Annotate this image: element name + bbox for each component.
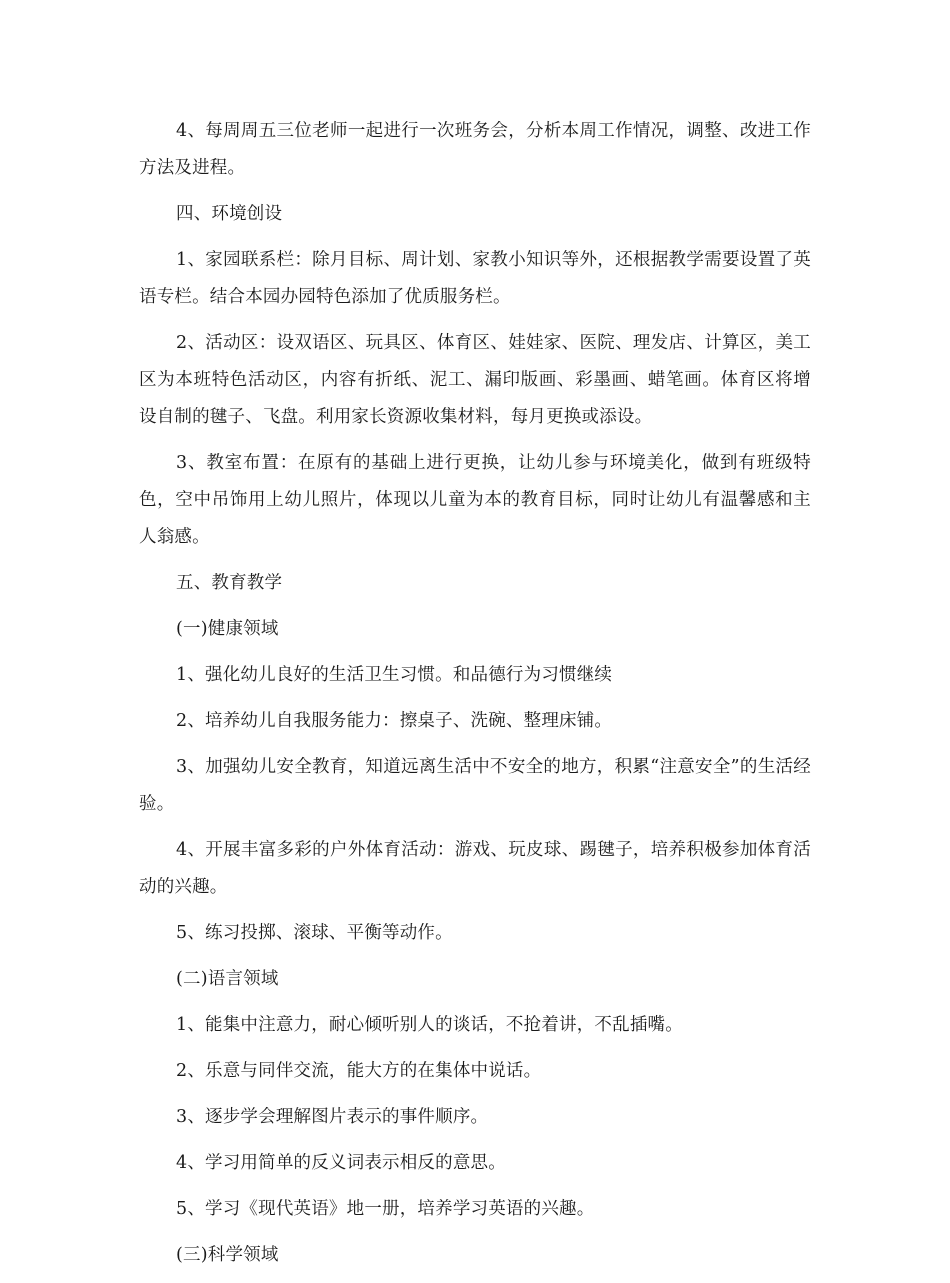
section-heading: 四、环境创设 xyxy=(176,204,283,224)
list-item: 5、学习《现代英语》地一册，培养学习英语的兴趣。 xyxy=(176,1199,595,1219)
list-item: 3、加强幼儿安全教育，知道远离生活中不安全的地方，积累“注意安全”的生活经验。 xyxy=(139,757,811,814)
paragraph: 1、家园联系栏：除月目标、周计划、家教小知识等外，还根据教学需要设置了英语专栏。结合本园办园特色添加了优质服务栏。 xyxy=(139,250,811,307)
list-item: 1、能集中注意力，耐心倾听别人的谈话，不抢着讲，不乱插嘴。 xyxy=(176,1015,683,1035)
document-body xyxy=(139,113,811,1283)
list-item: 4、开展丰富多彩的户外体育活动：游戏、玩皮球、踢毽子，培养积极参加体育活动的兴趣。 xyxy=(139,840,811,897)
paragraph: 3、教室布置：在原有的基础上进行更换，让幼儿参与环境美化，做到有班级特色，空中吊饰用上幼儿照片，体现以儿童为本的教育目标，同时让幼儿有温馨感和主人翁感。 xyxy=(139,453,811,547)
section-heading: 五、教育教学 xyxy=(176,573,283,593)
list-item: 2、培养幼儿自我服务能力：擦桌子、洗碗、整理床铺。 xyxy=(176,711,613,731)
list-item: 1、强化幼儿良好的生活卫生习惯。和品德行为习惯继续 xyxy=(176,665,613,685)
paragraph: 4、每周周五三位老师一起进行一次班务会，分析本周工作情况，调整、改进工作方法及进程。 xyxy=(139,121,811,178)
list-item: 5、练习投掷、滚球、平衡等动作。 xyxy=(176,923,453,943)
list-item: 3、逐步学会理解图片表示的事件顺序。 xyxy=(176,1107,489,1127)
paragraph: 2、活动区：设双语区、玩具区、体育区、娃娃家、医院、理发店、计算区，美工区为本班特色活动区，内容有折纸、泥工、漏印版画、彩墨画、蜡笔画。体育区将增设自制的毽子、飞盘。利用家长资源收集材料，每月更换或添设。 xyxy=(139,333,811,427)
subsection-heading: (一)健康领域 xyxy=(176,619,279,639)
list-item: 2、乐意与同伴交流，能大方的在集体中说话。 xyxy=(176,1061,542,1081)
subsection-heading: (二)语言领域 xyxy=(176,969,279,989)
list-item: 4、学习用简单的反义词表示相反的意思。 xyxy=(176,1153,506,1173)
subsection-heading: (三)科学领域 xyxy=(176,1245,279,1265)
